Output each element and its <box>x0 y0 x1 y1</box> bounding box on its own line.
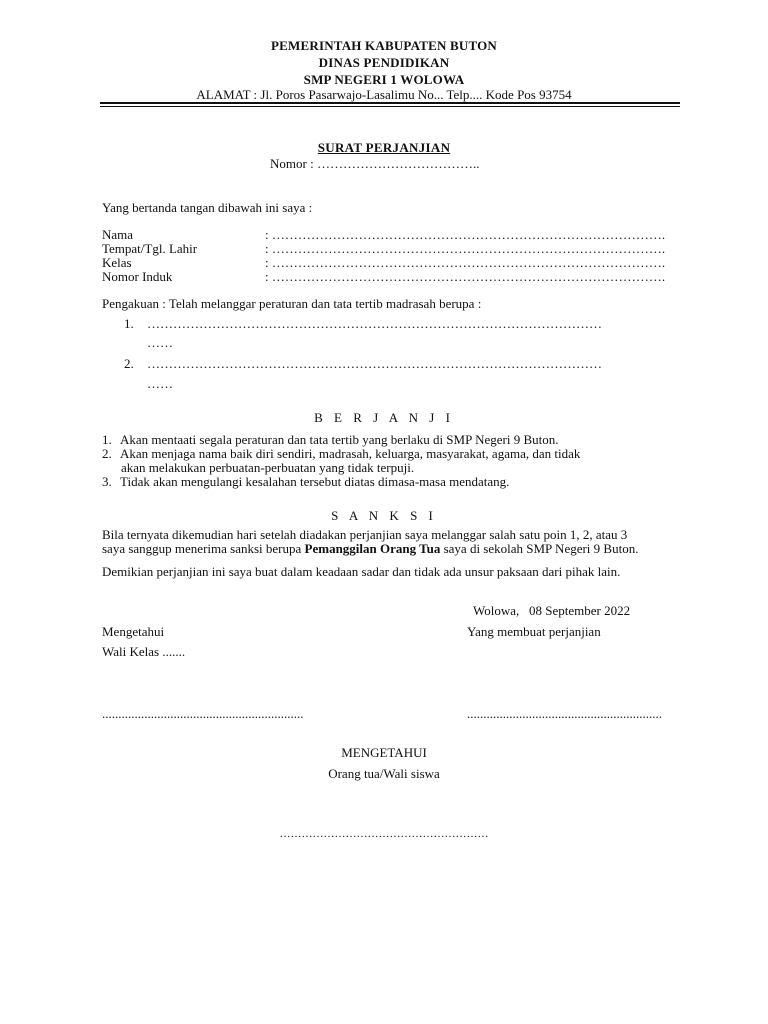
parent-acknowledged-label: MENGETAHUI <box>341 745 427 760</box>
sanction-text-after: saya di sekolah SMP Negeri 9 Buton. <box>440 541 639 556</box>
letterhead-rule-thick <box>100 102 680 104</box>
field-value-birth: : ………………………………………………………………………………. <box>265 241 666 256</box>
field-value-name: : ………………………………………………………………………………. <box>265 227 666 242</box>
maker-signature-line: ............................................................ <box>467 706 662 721</box>
place-date: Wolowa, 08 September 2022 <box>473 603 631 618</box>
field-label-name: Nama <box>102 227 134 242</box>
document-title: SURAT PERJANJIAN <box>317 140 451 155</box>
acknowledged-label: Mengetahui <box>102 624 165 639</box>
parent-signature-line: ………………………………………………… <box>279 828 489 840</box>
confession-item-line-cont: …… <box>147 376 173 391</box>
sanction-heading: S A N K S I <box>331 508 437 523</box>
promise-item-text: Akan menjaga nama baik diri sendiri, madrasah, keluarga, masyarakat, agama, dan tidak <box>120 446 581 461</box>
maker-label: Yang membuat perjanjian <box>467 624 601 639</box>
parent-role-label: Orang tua/Wali siswa <box>328 766 440 781</box>
homeroom-signature-line: .............................................................. <box>102 706 304 721</box>
promise-item-text-cont: akan melakukan perbuatan-perbuatan yang tidak terpuji. <box>121 460 415 475</box>
letterhead-government: PEMERINTAH KABUPATEN BUTON <box>271 38 497 53</box>
sanction-penalty: Pemanggilan Orang Tua <box>304 541 441 556</box>
promise-item-text: Akan mentaati segala peraturan dan tata tertib yang berlaku di SMP Negeri 9 Buton. <box>120 432 559 447</box>
letterhead-rule-thin <box>100 106 680 107</box>
sanction-text-line2 <box>102 541 638 557</box>
homeroom-teacher-label: Wali Kelas ....... <box>102 644 186 659</box>
sanction-text-before: saya sanggup menerima sanksi berupa <box>102 541 305 556</box>
field-value-class: : ………………………………………………………………………………. <box>265 255 666 270</box>
document-number: Nomor : ……………………………….. <box>270 156 480 171</box>
field-value-student-id: : ………………………………………………………………………………. <box>265 269 666 284</box>
promise-item-number: 2. <box>102 446 112 461</box>
confession-item-line-cont: …… <box>147 335 173 350</box>
promise-item-number: 1. <box>102 432 112 447</box>
confession-item-line: …………………………………………………………………………………………… <box>147 316 602 331</box>
field-label-class: Kelas <box>102 255 132 270</box>
field-label-student-id: Nomor Induk <box>102 269 173 284</box>
confession-text: Pengakuan : Telah melanggar peraturan dan tata tertib madrasah berupa : <box>102 296 482 311</box>
promise-heading: B E R J A N J I <box>314 410 454 425</box>
confession-item-number: 2. <box>124 356 134 371</box>
confession-item-number: 1. <box>124 316 134 331</box>
intro-text: Yang bertanda tangan dibawah ini saya : <box>102 200 313 215</box>
field-label-birth: Tempat/Tgl. Lahir <box>102 241 198 256</box>
sanction-text: Bila ternyata dikemudian hari setelah diadakan perjanjian saya melanggar salah satu poin 1, 2, atau 3 <box>102 527 628 542</box>
promise-item-text: Tidak akan mengulangi kesalahan tersebut diatas dimasa-masa mendatang. <box>120 474 510 489</box>
letterhead-address: ALAMAT : Jl. Poros Pasarwajo-Lasalimu No... Telp.... Kode Pos 93754 <box>196 87 572 102</box>
promise-item-number: 3. <box>102 474 112 489</box>
letterhead-school: SMP NEGERI 1 WOLOWA <box>303 72 465 87</box>
confession-item-line: …………………………………………………………………………………………… <box>147 356 602 371</box>
letterhead-department: DINAS PENDIDIKAN <box>318 55 450 70</box>
closing-statement: Demikian perjanjian ini saya buat dalam keadaan sadar dan tidak ada unsur paksaan dari pihak lain. <box>102 564 621 579</box>
